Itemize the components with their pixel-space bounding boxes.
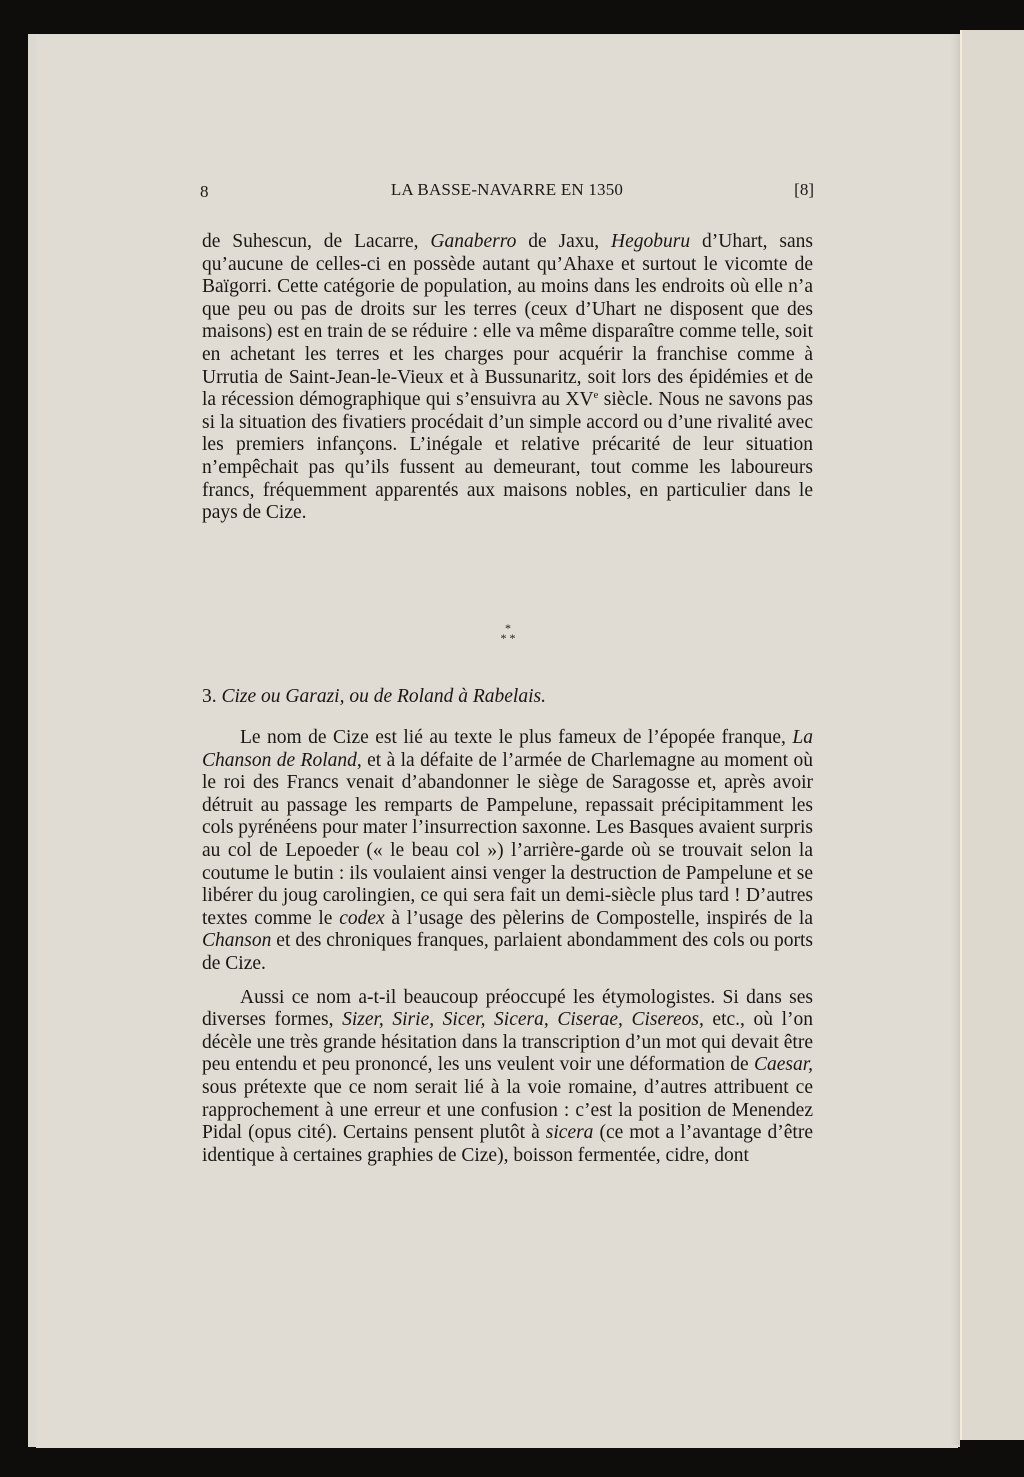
asterism-bottom: * * (500, 631, 516, 645)
text-run: etc., où l’on décèle une très grande hésitation dans la transcription d’un mot qui devait être peu entendu et peu prononcé, les uns veulent voir une déformation de (202, 1009, 813, 1076)
page-number: 8 (200, 182, 209, 201)
body-text-top (202, 231, 813, 525)
running-head-title: LA BASSE-NAVARRE EN 1350 (390, 180, 624, 199)
facing-page-edge (960, 30, 1024, 1440)
asterism-top: * (505, 621, 511, 635)
italic-text: Hegoburu (611, 231, 691, 252)
paragraph (202, 727, 813, 976)
text-run: et à la défaite de l’armée de Charlemagne au moment où le roi des Francs venait d’abandonner le siège de Saragosse et, après avoir détruit au passage les remparts de Pampelune, repassait précipitamment les cols pyrénéens pour mater l’insurrection saxonne. Les Basques avaient surpris au col de Lepoeder (« le beau col ») l’arrière-garde où se trouvait selon la coutume le butin : ils voulaient ainsi venger la destruction de Pampelune et se libérer du joug carolingien, ce qui sera fait un demi-siècle plus tard ! D’autres textes comme le (202, 749, 813, 929)
italic-text: Ganaberro (430, 231, 517, 252)
italic-text: codex (339, 907, 385, 929)
paragraph (202, 987, 813, 1168)
running-head (200, 178, 814, 202)
italic-text: Chanson (202, 930, 272, 952)
superscript: e (593, 389, 599, 402)
spine-shadow (950, 30, 960, 1445)
text-run: d’Uhart, sans qu’aucune de celles-ci en possède autant qu’Ahaxe et surtout le vicomte de Baïgorri. Cette catégorie de population, au moins dans les endroits où elle n’a que peu ou pas de droits sur les terres (ceux d’Uhart ne disposent que des maisons) est en train de se réduire : elle va même disparaître comme telle, soit en achetant les terres et les charges pour acquérir la franchise comme à Urrutia de Saint-Jean-le-Vieux et à Bussunaritz, soit lors des épidémies et de la récession démographique qui s’ensuivra au XV (202, 231, 814, 411)
text-run: Le nom de Cize est lié au texte le plus fameux de l’épopée franque, (240, 727, 793, 748)
italic-text: sicera (545, 1122, 594, 1144)
text-run: (ce mot a l’avantage d’être identique à certaines graphies de Cize), boisson fermentée, cidre, dont (202, 1122, 813, 1166)
section-number: 3. (202, 686, 222, 707)
italic-text: Caesar, (753, 1054, 813, 1076)
text-run: de Jaxu, (516, 231, 612, 252)
paragraph (202, 231, 813, 525)
text-run: Aussi ce nom a-t-il beaucoup préoccupé les étymologistes. Si dans ses diverses formes, (202, 986, 813, 1031)
italic-text: Sizer, Sirie, Sicer, Sicera, Ciserae, Cisereos, (342, 1009, 704, 1031)
asterism-divider (488, 623, 528, 647)
section-heading (202, 686, 813, 708)
text-run: de Suhescun, de Lacarre, (202, 231, 431, 252)
text-run: siècle. Nous ne savons pas si la situation des fivatiers procédait d’un simple accord ou d’une rivalité avec les premiers infançons. L’inégale et relative précarité de leur situation n’empêchait pas qu’ils fussent au demeurant, tout comme les laboureurs francs, fréquemment apparentés aux maisons nobles, en particulier dans le pays de Cize. (202, 389, 813, 524)
bracketed-page-number: [8] (794, 180, 814, 199)
body-text-section (202, 727, 813, 1167)
text-run: et des chroniques franques, parlaient abondamment des cols ou ports de Cize. (202, 930, 813, 974)
text-run: à l’usage des pèlerins de Compostelle, inspirés de la (384, 907, 814, 929)
text-run: sous prétexte que ce nom serait lié à la voie romaine, d’autres attribuent ce rapprochement à une erreur et une confusion : c’est la position de Menendez Pidal (opus cité). Certains pensent plutôt à (202, 1076, 813, 1144)
section-title: Cize ou Garazi, ou de Roland à Rabelais. (221, 686, 546, 707)
italic-text: La Chanson de Roland, (202, 727, 813, 771)
